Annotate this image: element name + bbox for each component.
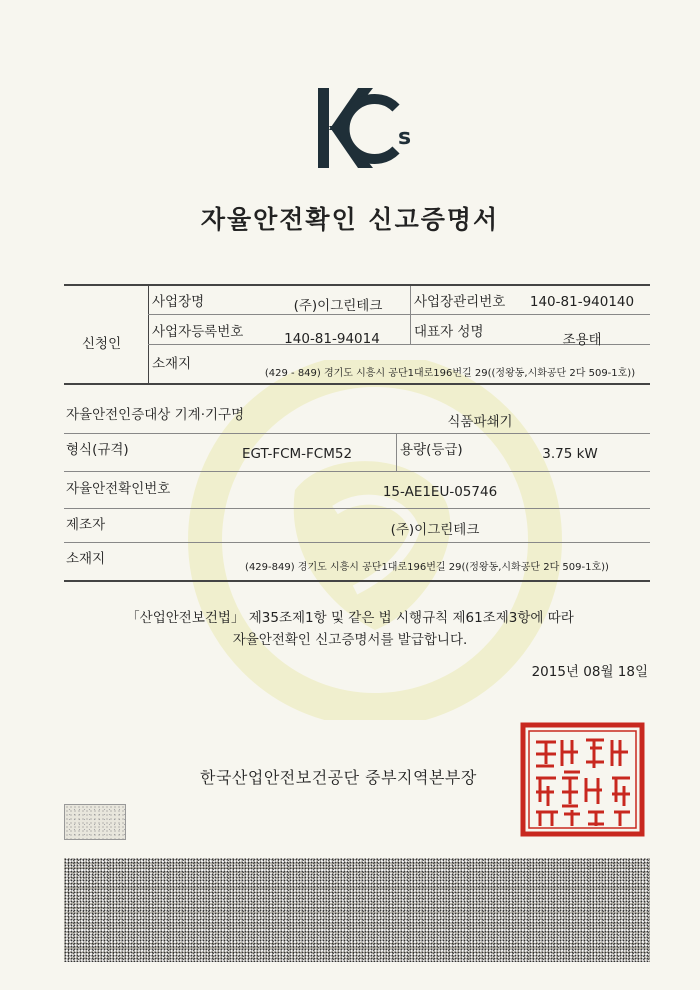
row-line [64, 471, 650, 472]
applicant-address-value: (429 - 849) 경기도 시흥시 공단1대로196번길 29((정왕동,시화공단 2다 509-1호)) [264, 368, 636, 379]
kcs-logo [318, 86, 418, 176]
capacity-label: 용량(등급) [400, 442, 463, 458]
issuer-name: 한국산업안전보건공단 중부지역본부장 [200, 768, 477, 787]
table-bottom-border [64, 580, 650, 582]
row-line [64, 433, 650, 434]
model-value: EGT-FCM-FCM52 [241, 446, 353, 462]
confirm-no-label: 자율안전확인번호 [66, 481, 171, 497]
table-top-border [64, 284, 650, 286]
row-line [64, 542, 650, 543]
maker-value: (주)이그린테크 [390, 522, 480, 538]
representative-label: 대표자 성명 [414, 324, 484, 340]
statement-line-1: 「산업안전보건법」 제35조제1항 및 같은 법 시행규칙 제61조제3항에 따라 [126, 610, 574, 626]
maker-address-value: (429-849) 경기도 시흥시 공단1대로196번길 29((정왕동,시화공단 2다 509-1호)) [245, 562, 609, 573]
col-line [410, 286, 411, 344]
capacity-value: 3.75 kW [542, 446, 598, 462]
maker-address-label: 소재지 [66, 551, 106, 567]
applicant-divider [148, 286, 149, 383]
issue-date: 2015년 08월 18일 [531, 664, 648, 680]
section-border [64, 383, 650, 385]
row-line [64, 508, 650, 509]
target-equipment-label: 자율안전인증대상 기계·기구명 [66, 407, 245, 423]
page-title: 자율안전확인 신고증명서 [200, 205, 500, 234]
svg-text:s: s [398, 125, 412, 150]
official-seal-stamp [520, 722, 645, 837]
target-equipment-value: 식품파쇄기 [447, 414, 513, 430]
small-stamp-box [64, 804, 126, 840]
row-line [148, 314, 650, 315]
applicant-section-label: 신청인 [82, 336, 122, 352]
maker-label: 제조자 [66, 517, 106, 533]
statement-line-2: 자율안전확인 신고증명서를 발급합니다. [232, 632, 468, 648]
business-name-label: 사업장명 [152, 294, 205, 310]
business-reg-no-value: 140-81-94014 [284, 331, 380, 347]
business-reg-no-label: 사업자등록번호 [152, 324, 244, 340]
security-pattern [64, 858, 650, 962]
business-mgmt-no-value: 140-81-940140 [529, 294, 635, 310]
applicant-address-label: 소재지 [152, 356, 192, 372]
model-label: 형식(규격) [66, 442, 129, 458]
confirm-no-value: 15-AE1EU-05746 [382, 484, 498, 500]
business-name-value: (주)이그린테크 [293, 298, 383, 314]
col-line [396, 433, 397, 471]
business-mgmt-no-label: 사업장관리번호 [414, 294, 506, 310]
representative-value: 조용태 [562, 332, 602, 348]
